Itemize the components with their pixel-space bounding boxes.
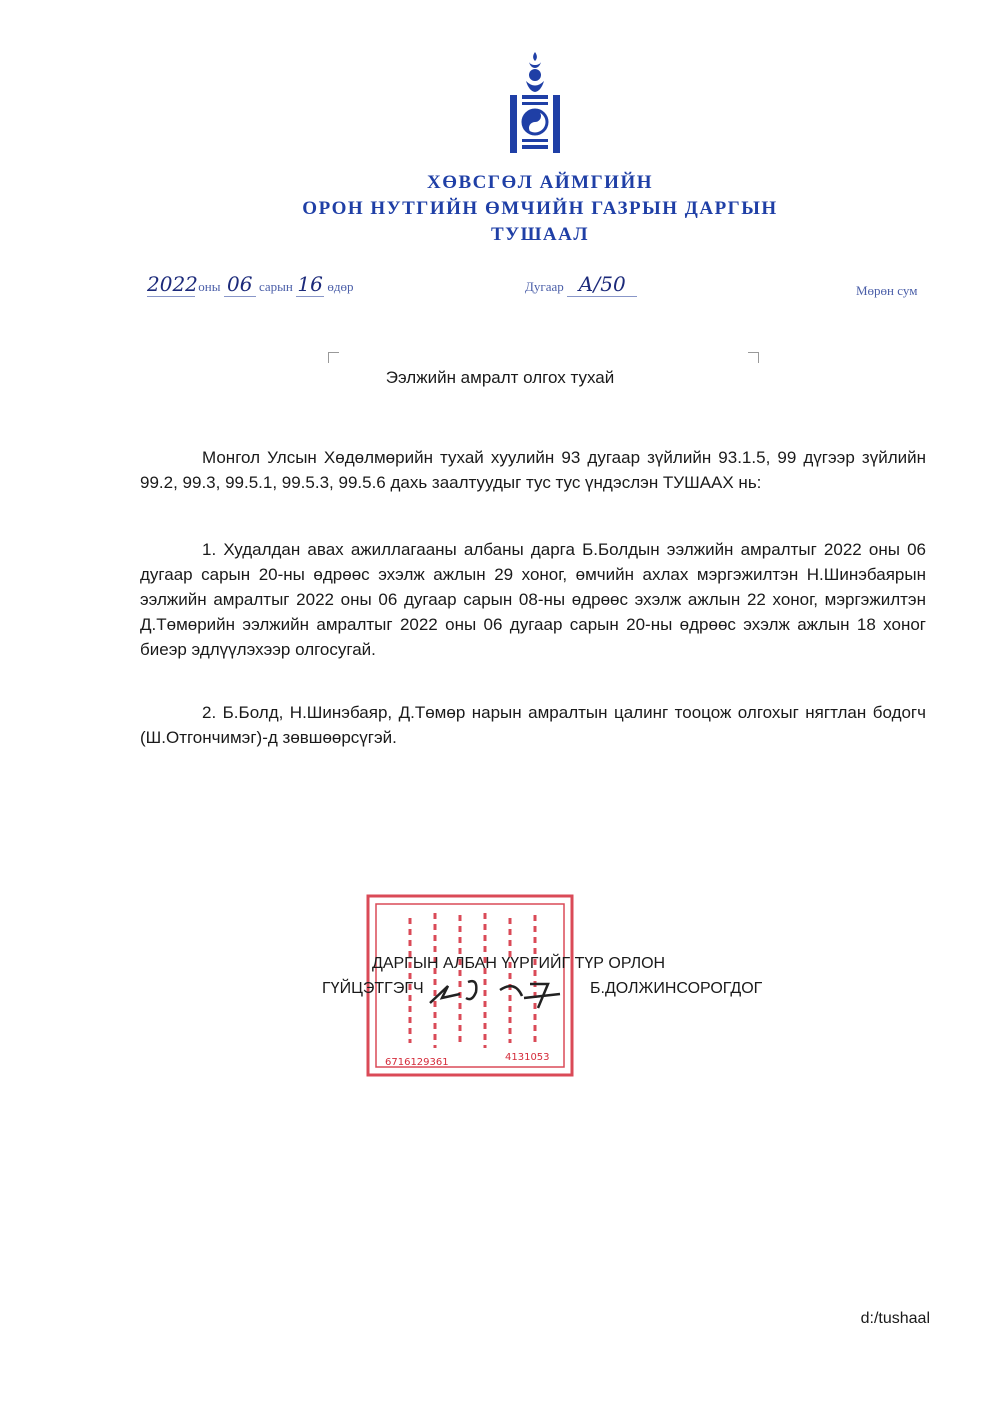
stamp-number-right: 4131053 <box>505 1052 550 1063</box>
stamp-number-left: 6716129361 <box>385 1057 449 1068</box>
header-line-office: ОРОН НУТГИЙН ӨМЧИЙН ГАЗРЫН ДАРГЫН <box>302 198 778 219</box>
date-day: 16 <box>297 272 323 296</box>
subject-corner-left <box>328 352 339 363</box>
signature-title-line2: ГҮЙЦЭТГЭГЧ <box>322 980 424 997</box>
document-date <box>147 272 353 297</box>
signature-title-line1: ДАРГЫН АЛБАН ҮҮРГИЙГ ТҮР ОРЛОН <box>372 955 666 972</box>
number-label: Дугаар <box>525 279 564 294</box>
header-line-order: ТУШААЛ <box>490 224 590 245</box>
body-item-1-text: 1. Худалдан авах ажиллагааны албаны дарга Б.Болдын ээлжийн амралтыг 2022 оны 06 дугаар сарын 20-ны өдрөөс эхэлж ажлын 29 хоног, өмчийн ахлах мэргэжилтэн Н.Шинэбаярын ээлжийн амралтыг 2022 оны 06 дугаар сарын 08-ны өдрөөс эхэлж ажлын 22 хоног, мэргэжилтэн Д.Төмөрийн ээлжийн амралтыг 2022 оны 06 дугаар сарын 20-ны өдрөөс эхэлж ажлын 18 хоног биеэр эдлүүлэхээр олгосугай. <box>140 540 926 659</box>
document-subject: Ээлжийн амралт олгох тухай <box>385 368 615 387</box>
body-item-2 <box>140 700 926 750</box>
document-header <box>240 170 840 248</box>
body-intro-text: Монгол Улсын Хөдөлмөрийн тухай хуулийн 93 дугаар зүйлийн 93.1.5, 99 дүгээр зүйлийн 99.2, 99.3, 99.5.1, 99.5.3, 99.5.6 дахь заалтуудыг тус тус үндэслэн ТУШААХ нь: <box>140 448 926 492</box>
soyombo-emblem-icon <box>508 50 562 162</box>
header-line-aimag: ХӨВСГӨЛ АЙМГИЙН <box>426 172 654 193</box>
body-item-2-text: 2. Б.Болд, Н.Шинэбаяр, Д.Төмөр нарын амралтын цалинг тооцож олгохыг нягтлан бодогч (Ш.Отгончимэг)-д зөвшөөрсүгэй. <box>140 703 926 747</box>
date-month: 06 <box>224 272 256 297</box>
date-year: 2022 <box>147 272 198 296</box>
body-item-1 <box>140 537 926 662</box>
document-number <box>525 272 637 297</box>
footer-path: d:/tushaal <box>860 1310 930 1327</box>
date-year-suffix: оны <box>198 279 221 294</box>
handwritten-signature <box>420 968 590 1018</box>
signatory-name: Б.ДОЛЖИНСОРОГДОГ <box>590 980 763 997</box>
date-day-suffix: өдөр <box>327 279 354 294</box>
document-location: Мөрөн сум <box>856 283 918 298</box>
subject-corner-right <box>748 352 759 363</box>
number-value: А/50 <box>567 272 637 297</box>
body-intro <box>140 445 926 495</box>
date-month-suffix: сарын <box>258 279 293 294</box>
